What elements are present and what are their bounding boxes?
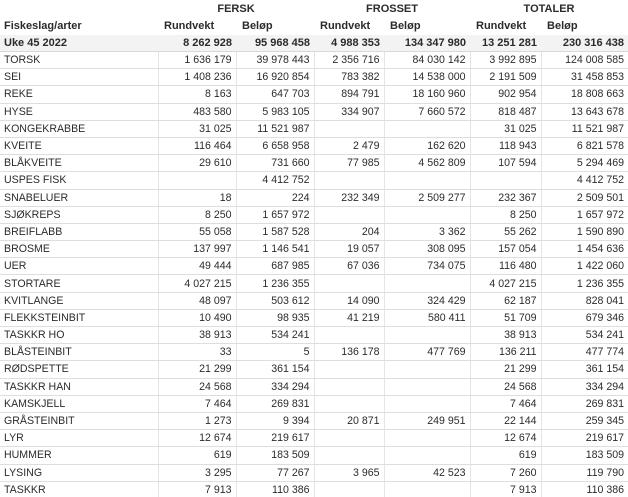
species-name: KAMSKJELL xyxy=(0,395,158,412)
cell-fersk-rundvekt: 31 025 xyxy=(158,120,236,137)
week-fersk-belop: 95 968 458 xyxy=(236,35,314,52)
cell-totaler-belop: 361 154 xyxy=(541,361,628,378)
cell-fersk-belop: 687 985 xyxy=(236,258,314,275)
cell-frosset-belop xyxy=(384,206,470,223)
table-row xyxy=(0,172,628,189)
group-header-totaler: TOTALER xyxy=(523,2,575,15)
column-header-frosset-belop: Beløp xyxy=(390,20,421,32)
cell-frosset-belop: 2 509 277 xyxy=(384,189,470,206)
species-name: RØDSPETTE xyxy=(0,361,158,378)
group-header-blank xyxy=(0,0,158,17)
table-row xyxy=(0,52,628,69)
cell-frosset-rundvekt: 204 xyxy=(314,223,384,240)
cell-fersk-rundvekt: 48 097 xyxy=(158,292,236,309)
cell-frosset-belop xyxy=(384,430,470,447)
cell-frosset-rundvekt: 894 791 xyxy=(314,86,384,103)
cell-fersk-belop: 98 935 xyxy=(236,309,314,326)
cell-fersk-belop: 5 983 105 xyxy=(236,103,314,120)
cell-fersk-belop: 6 658 958 xyxy=(236,137,314,154)
cell-totaler-rundvekt: 31 025 xyxy=(470,120,541,137)
cell-totaler-belop: 5 294 469 xyxy=(541,155,628,172)
cell-totaler-rundvekt: 3 992 895 xyxy=(470,52,541,69)
table-row xyxy=(0,241,628,258)
cell-totaler-belop: 259 345 xyxy=(541,412,628,429)
cell-fersk-belop: 647 703 xyxy=(236,86,314,103)
cell-frosset-rundvekt xyxy=(314,395,384,412)
cell-fersk-belop: 110 386 xyxy=(236,481,314,497)
cell-fersk-belop: 1 657 972 xyxy=(236,206,314,223)
cell-totaler-belop: 477 774 xyxy=(541,344,628,361)
table-row xyxy=(0,361,628,378)
column-header-frosset-rundvekt: Rundvekt xyxy=(320,20,371,32)
cell-frosset-rundvekt: 2 479 xyxy=(314,137,384,154)
table-row xyxy=(0,447,628,464)
cell-totaler-belop: 1 657 972 xyxy=(541,206,628,223)
cell-frosset-rundvekt: 41 219 xyxy=(314,309,384,326)
species-name: STORTARE xyxy=(0,275,158,292)
cell-fersk-belop: 11 521 987 xyxy=(236,120,314,137)
species-name: REKE xyxy=(0,86,158,103)
cell-fersk-belop: 1 587 528 xyxy=(236,223,314,240)
cell-fersk-rundvekt: 1 636 179 xyxy=(158,52,236,69)
table-row xyxy=(0,189,628,206)
cell-fersk-rundvekt: 24 568 xyxy=(158,378,236,395)
cell-frosset-belop xyxy=(384,327,470,344)
cell-fersk-rundvekt: 10 490 xyxy=(158,309,236,326)
column-header-row xyxy=(0,17,628,35)
table-row xyxy=(0,344,628,361)
cell-fersk-rundvekt: 29 610 xyxy=(158,155,236,172)
table-row xyxy=(0,292,628,309)
cell-frosset-belop xyxy=(384,361,470,378)
cell-frosset-belop: 3 362 xyxy=(384,223,470,240)
cell-totaler-rundvekt: 24 568 xyxy=(470,378,541,395)
table-row xyxy=(0,137,628,154)
species-name: HYSE xyxy=(0,103,158,120)
species-name: BREIFLABB xyxy=(0,223,158,240)
species-name: USPES FISK xyxy=(0,172,158,189)
cell-frosset-rundvekt: 3 965 xyxy=(314,464,384,481)
cell-frosset-rundvekt xyxy=(314,327,384,344)
cell-frosset-belop xyxy=(384,275,470,292)
cell-fersk-rundvekt: 137 997 xyxy=(158,241,236,258)
group-header-row xyxy=(0,0,628,17)
cell-frosset-rundvekt: 77 985 xyxy=(314,155,384,172)
cell-frosset-belop: 4 562 809 xyxy=(384,155,470,172)
cell-totaler-belop: 119 790 xyxy=(541,464,628,481)
cell-frosset-rundvekt: 19 057 xyxy=(314,241,384,258)
cell-totaler-rundvekt: 818 487 xyxy=(470,103,541,120)
cell-totaler-belop: 13 643 678 xyxy=(541,103,628,120)
species-name: KVITLANGE xyxy=(0,292,158,309)
cell-totaler-belop: 31 458 853 xyxy=(541,69,628,86)
species-name: TASKKR HO xyxy=(0,327,158,344)
cell-fersk-rundvekt: 21 299 xyxy=(158,361,236,378)
cell-fersk-belop: 77 267 xyxy=(236,464,314,481)
cell-frosset-belop xyxy=(384,172,470,189)
cell-fersk-rundvekt: 55 058 xyxy=(158,223,236,240)
cell-fersk-belop: 39 978 443 xyxy=(236,52,314,69)
cell-fersk-belop: 334 294 xyxy=(236,378,314,395)
cell-totaler-rundvekt: 136 211 xyxy=(470,344,541,361)
species-name: UER xyxy=(0,258,158,275)
cell-fersk-belop: 534 241 xyxy=(236,327,314,344)
cell-fersk-belop: 5 xyxy=(236,344,314,361)
cell-frosset-belop: 734 075 xyxy=(384,258,470,275)
group-header-frosset: FROSSET xyxy=(366,2,418,15)
cell-frosset-belop: 162 620 xyxy=(384,137,470,154)
cell-totaler-rundvekt: 4 027 215 xyxy=(470,275,541,292)
cell-frosset-rundvekt xyxy=(314,120,384,137)
cell-totaler-rundvekt: 51 709 xyxy=(470,309,541,326)
cell-frosset-belop xyxy=(384,378,470,395)
species-name: LYSING xyxy=(0,464,158,481)
species-name: HUMMER xyxy=(0,447,158,464)
cell-frosset-belop: 84 030 142 xyxy=(384,52,470,69)
table-row xyxy=(0,464,628,481)
cell-frosset-rundvekt: 20 871 xyxy=(314,412,384,429)
cell-totaler-rundvekt: 38 913 xyxy=(470,327,541,344)
week-fersk-rundvekt: 8 262 928 xyxy=(158,35,236,52)
cell-totaler-belop: 110 386 xyxy=(541,481,628,497)
cell-frosset-belop: 308 095 xyxy=(384,241,470,258)
species-name: LYR xyxy=(0,430,158,447)
species-name: GRÅSTEINBIT xyxy=(0,412,158,429)
species-name: BLÅSTEINBIT xyxy=(0,344,158,361)
table-row xyxy=(0,120,628,137)
cell-frosset-belop xyxy=(384,120,470,137)
cell-fersk-rundvekt: 3 295 xyxy=(158,464,236,481)
column-header-species: Fiskeslag/arter xyxy=(4,20,82,32)
table-row xyxy=(0,275,628,292)
table-row xyxy=(0,69,628,86)
cell-frosset-belop: 324 429 xyxy=(384,292,470,309)
cell-totaler-rundvekt: 116 480 xyxy=(470,258,541,275)
week-total-row xyxy=(0,35,628,52)
cell-totaler-belop: 1 590 890 xyxy=(541,223,628,240)
cell-fersk-rundvekt: 49 444 xyxy=(158,258,236,275)
cell-fersk-rundvekt: 1 273 xyxy=(158,412,236,429)
cell-fersk-belop: 9 394 xyxy=(236,412,314,429)
cell-totaler-rundvekt: 7 260 xyxy=(470,464,541,481)
cell-fersk-belop: 16 920 854 xyxy=(236,69,314,86)
cell-totaler-belop: 269 831 xyxy=(541,395,628,412)
table-row xyxy=(0,206,628,223)
species-name: BROSME xyxy=(0,241,158,258)
cell-totaler-belop: 1 422 060 xyxy=(541,258,628,275)
cell-totaler-rundvekt: 2 191 509 xyxy=(470,69,541,86)
cell-totaler-belop: 1 236 355 xyxy=(541,275,628,292)
cell-totaler-belop: 334 294 xyxy=(541,378,628,395)
species-name: KVEITE xyxy=(0,137,158,154)
cell-frosset-rundvekt xyxy=(314,275,384,292)
table-row xyxy=(0,430,628,447)
cell-fersk-belop: 361 154 xyxy=(236,361,314,378)
table-row xyxy=(0,412,628,429)
cell-frosset-rundvekt: 783 382 xyxy=(314,69,384,86)
cell-fersk-rundvekt: 1 408 236 xyxy=(158,69,236,86)
species-name: BLÅKVEITE xyxy=(0,155,158,172)
cell-frosset-belop xyxy=(384,481,470,497)
cell-fersk-rundvekt: 12 674 xyxy=(158,430,236,447)
cell-frosset-rundvekt xyxy=(314,447,384,464)
cell-totaler-rundvekt: 22 144 xyxy=(470,412,541,429)
cell-totaler-rundvekt: 619 xyxy=(470,447,541,464)
cell-totaler-belop: 4 412 752 xyxy=(541,172,628,189)
cell-totaler-rundvekt: 232 367 xyxy=(470,189,541,206)
column-header-fersk-rundvekt: Rundvekt xyxy=(164,20,215,32)
cell-frosset-rundvekt xyxy=(314,361,384,378)
table-row xyxy=(0,309,628,326)
cell-fersk-belop: 1 146 541 xyxy=(236,241,314,258)
week-frosset-rundvekt: 4 988 353 xyxy=(314,35,384,52)
cell-fersk-rundvekt: 7 464 xyxy=(158,395,236,412)
species-name: SJØKREPS xyxy=(0,206,158,223)
cell-frosset-belop: 580 411 xyxy=(384,309,470,326)
cell-fersk-belop: 224 xyxy=(236,189,314,206)
cell-frosset-rundvekt: 14 090 xyxy=(314,292,384,309)
week-totaler-belop: 230 316 438 xyxy=(541,35,628,52)
cell-fersk-rundvekt: 483 580 xyxy=(158,103,236,120)
cell-totaler-rundvekt: 8 250 xyxy=(470,206,541,223)
cell-totaler-belop: 679 346 xyxy=(541,309,628,326)
cell-fersk-rundvekt: 33 xyxy=(158,344,236,361)
cell-fersk-belop: 269 831 xyxy=(236,395,314,412)
table-row xyxy=(0,378,628,395)
cell-fersk-rundvekt: 619 xyxy=(158,447,236,464)
cell-frosset-rundvekt: 136 178 xyxy=(314,344,384,361)
species-name: TASKKR xyxy=(0,481,158,497)
cell-totaler-belop: 124 008 585 xyxy=(541,52,628,69)
week-totaler-rundvekt: 13 251 281 xyxy=(470,35,541,52)
cell-fersk-belop: 503 612 xyxy=(236,292,314,309)
cell-fersk-rundvekt xyxy=(158,172,236,189)
species-name: SEI xyxy=(0,69,158,86)
cell-frosset-belop: 18 160 960 xyxy=(384,86,470,103)
cell-frosset-belop xyxy=(384,447,470,464)
cell-frosset-belop: 249 951 xyxy=(384,412,470,429)
cell-frosset-rundvekt: 67 036 xyxy=(314,258,384,275)
table-row xyxy=(0,223,628,240)
cell-totaler-rundvekt xyxy=(470,172,541,189)
cell-frosset-rundvekt: 232 349 xyxy=(314,189,384,206)
cell-fersk-rundvekt: 8 163 xyxy=(158,86,236,103)
table-row xyxy=(0,258,628,275)
cell-totaler-belop: 6 821 578 xyxy=(541,137,628,154)
species-name: TORSK xyxy=(0,52,158,69)
cell-fersk-rundvekt: 18 xyxy=(158,189,236,206)
cell-fersk-rundvekt: 38 913 xyxy=(158,327,236,344)
cell-fersk-belop: 4 412 752 xyxy=(236,172,314,189)
cell-frosset-rundvekt xyxy=(314,378,384,395)
cell-fersk-rundvekt: 116 464 xyxy=(158,137,236,154)
cell-totaler-belop: 219 617 xyxy=(541,430,628,447)
species-name: SNABELUER xyxy=(0,189,158,206)
table-row xyxy=(0,327,628,344)
cell-fersk-rundvekt: 4 027 215 xyxy=(158,275,236,292)
cell-fersk-belop: 731 660 xyxy=(236,155,314,172)
cell-fersk-belop: 183 509 xyxy=(236,447,314,464)
cell-totaler-rundvekt: 107 594 xyxy=(470,155,541,172)
cell-totaler-belop: 18 808 663 xyxy=(541,86,628,103)
cell-fersk-belop: 219 617 xyxy=(236,430,314,447)
cell-frosset-rundvekt xyxy=(314,206,384,223)
cell-totaler-rundvekt: 62 187 xyxy=(470,292,541,309)
cell-totaler-rundvekt: 118 943 xyxy=(470,137,541,154)
species-name: FLEKKSTEINBIT xyxy=(0,309,158,326)
cell-frosset-rundvekt: 334 907 xyxy=(314,103,384,120)
group-header-fersk: FERSK xyxy=(217,2,255,15)
table-row xyxy=(0,155,628,172)
species-name: TASKKR HAN xyxy=(0,378,158,395)
table-row xyxy=(0,86,628,103)
cell-totaler-belop: 11 521 987 xyxy=(541,120,628,137)
species-name: KONGEKRABBE xyxy=(0,120,158,137)
cell-totaler-belop: 534 241 xyxy=(541,327,628,344)
cell-totaler-belop: 1 454 636 xyxy=(541,241,628,258)
table-body xyxy=(0,35,628,497)
cell-fersk-rundvekt: 7 913 xyxy=(158,481,236,497)
cell-totaler-rundvekt: 55 262 xyxy=(470,223,541,240)
cell-totaler-rundvekt: 21 299 xyxy=(470,361,541,378)
cell-fersk-rundvekt: 8 250 xyxy=(158,206,236,223)
column-header-fersk-belop: Beløp xyxy=(242,20,273,32)
cell-totaler-rundvekt: 12 674 xyxy=(470,430,541,447)
table-row xyxy=(0,395,628,412)
column-header-totaler-belop: Beløp xyxy=(547,20,578,32)
cell-frosset-belop xyxy=(384,395,470,412)
cell-totaler-rundvekt: 7 913 xyxy=(470,481,541,497)
cell-totaler-belop: 828 041 xyxy=(541,292,628,309)
cell-totaler-rundvekt: 157 054 xyxy=(470,241,541,258)
cell-totaler-belop: 2 509 501 xyxy=(541,189,628,206)
cell-frosset-belop: 42 523 xyxy=(384,464,470,481)
cell-frosset-belop: 477 769 xyxy=(384,344,470,361)
week-label: Uke 45 2022 xyxy=(0,35,158,52)
cell-frosset-belop: 7 660 572 xyxy=(384,103,470,120)
cell-frosset-belop: 14 538 000 xyxy=(384,69,470,86)
cell-totaler-rundvekt: 7 464 xyxy=(470,395,541,412)
cell-frosset-rundvekt xyxy=(314,430,384,447)
cell-frosset-rundvekt xyxy=(314,172,384,189)
cell-totaler-rundvekt: 902 954 xyxy=(470,86,541,103)
cell-frosset-rundvekt xyxy=(314,481,384,497)
cell-fersk-belop: 1 236 355 xyxy=(236,275,314,292)
cell-totaler-belop: 183 509 xyxy=(541,447,628,464)
cell-frosset-rundvekt: 2 356 716 xyxy=(314,52,384,69)
week-frosset-belop: 134 347 980 xyxy=(384,35,470,52)
column-header-totaler-rundvekt: Rundvekt xyxy=(476,20,527,32)
table-row xyxy=(0,481,628,497)
table-row xyxy=(0,103,628,120)
